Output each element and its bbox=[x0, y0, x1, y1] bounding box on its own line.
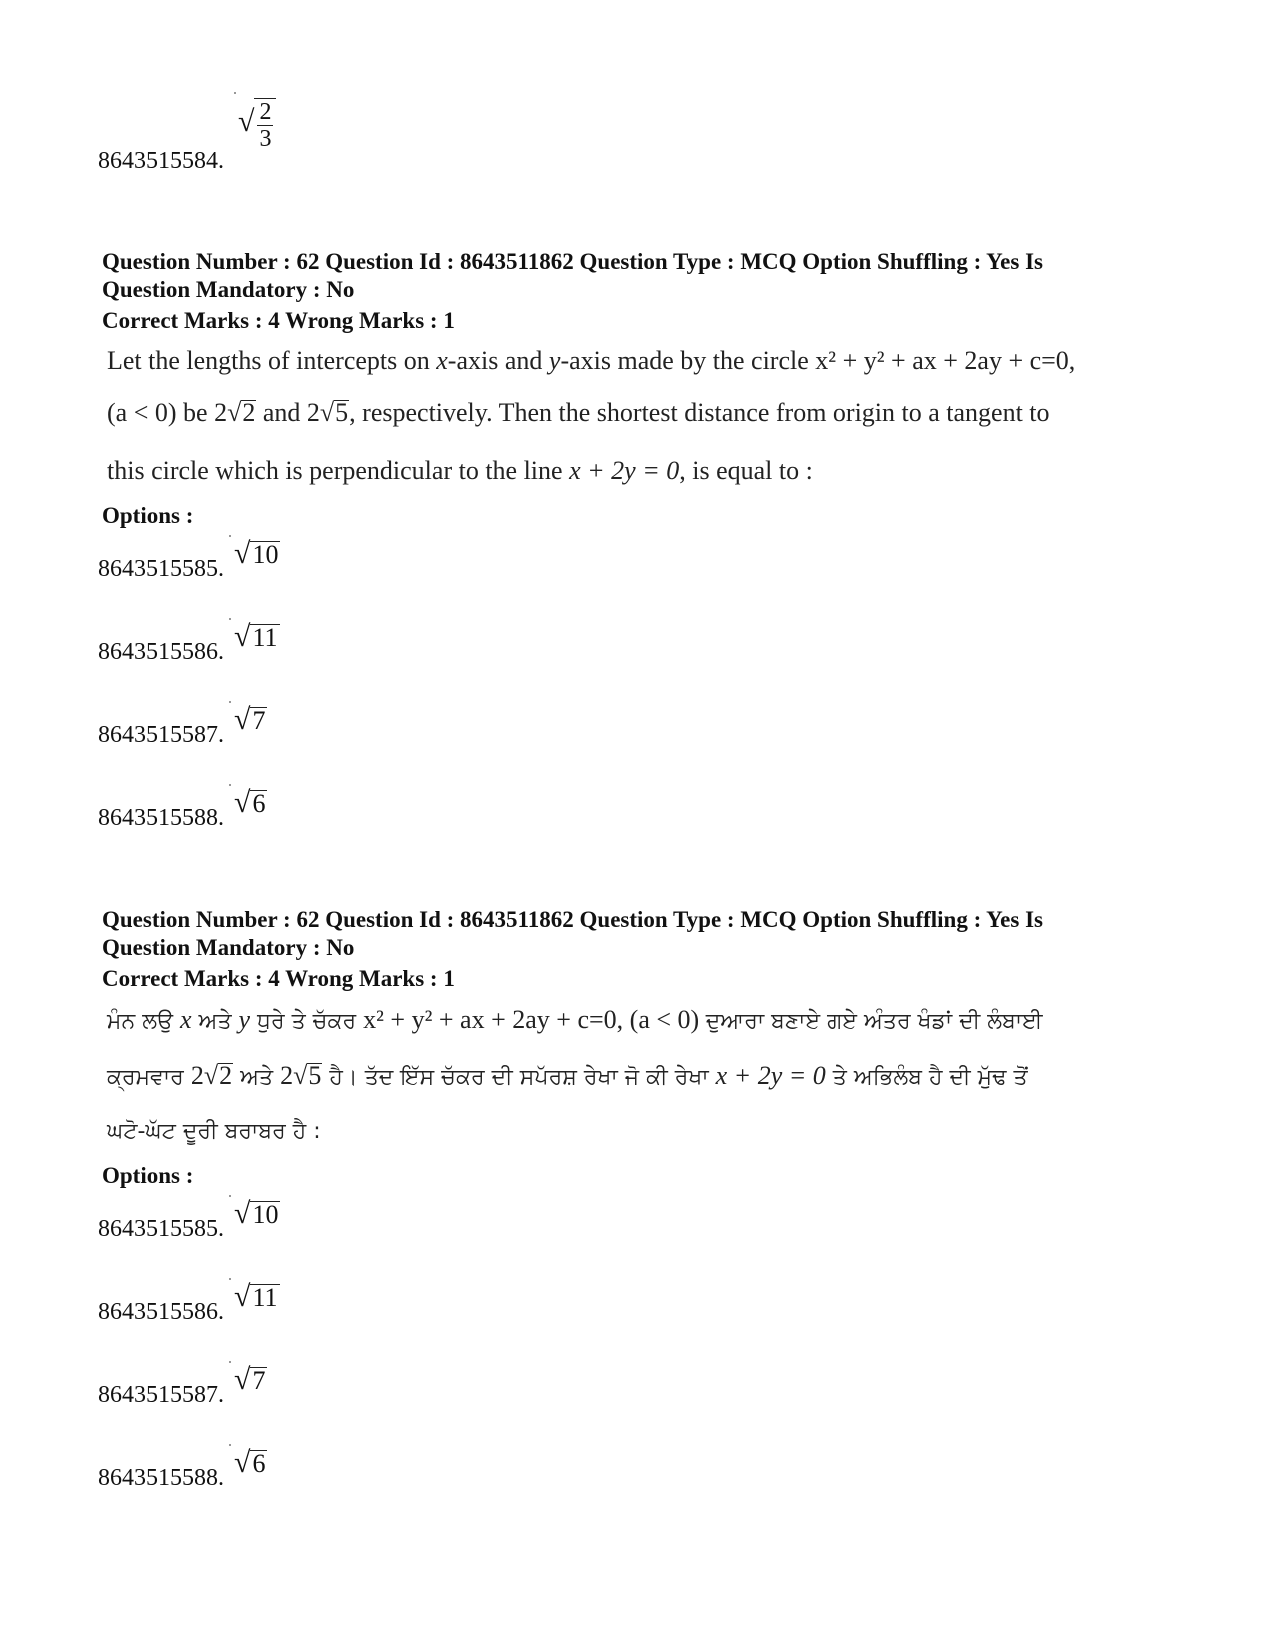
option-value-sqrt: √11 bbox=[234, 1280, 278, 1313]
dot-artifact bbox=[229, 618, 231, 620]
option-value-sqrt: √6 bbox=[234, 786, 266, 819]
option-id: 8643515586. bbox=[98, 639, 224, 665]
options-label: Options : bbox=[102, 503, 194, 528]
dot-artifact bbox=[229, 1278, 231, 1280]
option-value-sqrt-fraction: √ $\frac{2}{3}$ bbox=[238, 98, 276, 152]
question-text-line-3: ਘਟੋ-ਘੱਟ ਦੂਰੀ ਬਰਾਬਰ ਹੈ : bbox=[107, 1119, 321, 1144]
dot-artifact bbox=[229, 701, 231, 703]
dot-artifact bbox=[229, 535, 231, 537]
option-id: 8643515585. bbox=[98, 556, 224, 582]
circle-equation: x² + y² + ax + 2ay + c=0, bbox=[363, 1005, 624, 1034]
question-marks: Correct Marks : 4 Wrong Marks : 1 bbox=[102, 308, 455, 333]
question-text-line-1: Let the lengths of intercepts on x-axis and y-axis made by the circle x² + y² + ax + 2ay + c=0, bbox=[107, 346, 1076, 375]
option-value-sqrt: √10 bbox=[234, 1197, 279, 1230]
option-id: 8643515587. bbox=[98, 1382, 224, 1408]
question-header: Question Number : 62 Question Id : 8643511862 Question Type : MCQ Option Shuffling : Yes Is Question Mandatory : No bbox=[102, 249, 1043, 302]
question-text-line-2: ਕ੍ਰਮਵਾਰ 2√2 ਅਤੇ 2√5 ਹੈ। ਤੱਦ ਇੱਸ ਚੱਕਰ ਦੀ ਸਪੱਰਸ਼ ਰੇਖਾ ਜੋ ਕੀ ਰੇਖਾ x + 2y = 0 ਤੇ ਅਭਿਲੰਬ ਹੈ ਦੀ ਮੁੱਢ ਤੋਂ bbox=[107, 1061, 1028, 1090]
option-id: 8643515587. bbox=[98, 722, 224, 748]
dot-artifact bbox=[229, 1361, 231, 1363]
option-value-sqrt: √7 bbox=[234, 703, 266, 736]
option-id: 8643515586. bbox=[98, 1299, 224, 1325]
line-equation: x + 2y = 0 bbox=[715, 1061, 826, 1090]
option-id: 8643515584. bbox=[98, 148, 224, 174]
option-id: 8643515588. bbox=[98, 805, 224, 831]
option-value-sqrt: √10 bbox=[234, 537, 279, 570]
question-marks: Correct Marks : 4 Wrong Marks : 1 bbox=[102, 966, 455, 991]
dot-artifact bbox=[229, 1444, 231, 1446]
question-text-line-2: (a < 0) be 2√2 and 2√5, respectively. Then the shortest distance from origin to a tangent to bbox=[107, 398, 1050, 427]
question-text-line-1: ਮੰਨ ਲਉ x ਅਤੇ y ਧੁਰੇ ਤੇ ਚੱਕਰ x² + y² + ax + 2ay + c=0, (a < 0) ਦੁਆਰਾ ਬਣਾਏ ਗਏ ਅੰਤਰ ਖੰਡਾਂ ਦੀ ਲੰਬਾਈ bbox=[107, 1005, 1043, 1034]
option-id: 8643515588. bbox=[98, 1465, 224, 1491]
line-equation: x + 2y = 0 bbox=[569, 456, 680, 485]
option-id: 8643515585. bbox=[98, 1216, 224, 1242]
circle-equation: x² + y² + ax + 2ay + c=0, bbox=[815, 346, 1076, 375]
question-header: Question Number : 62 Question Id : 8643511862 Question Type : MCQ Option Shuffling : Yes Is Question Mandatory : No bbox=[102, 907, 1043, 960]
dot-artifact bbox=[229, 1195, 231, 1197]
question-text-line-3: this circle which is perpendicular to the line x + 2y = 0, is equal to : bbox=[107, 456, 813, 485]
dot-artifact bbox=[229, 784, 231, 786]
options-label: Options : bbox=[102, 1163, 194, 1188]
option-value-sqrt: √6 bbox=[234, 1446, 266, 1479]
dot-artifact bbox=[234, 92, 236, 94]
option-value-sqrt: √7 bbox=[234, 1363, 266, 1396]
option-value-sqrt: √11 bbox=[234, 620, 278, 653]
